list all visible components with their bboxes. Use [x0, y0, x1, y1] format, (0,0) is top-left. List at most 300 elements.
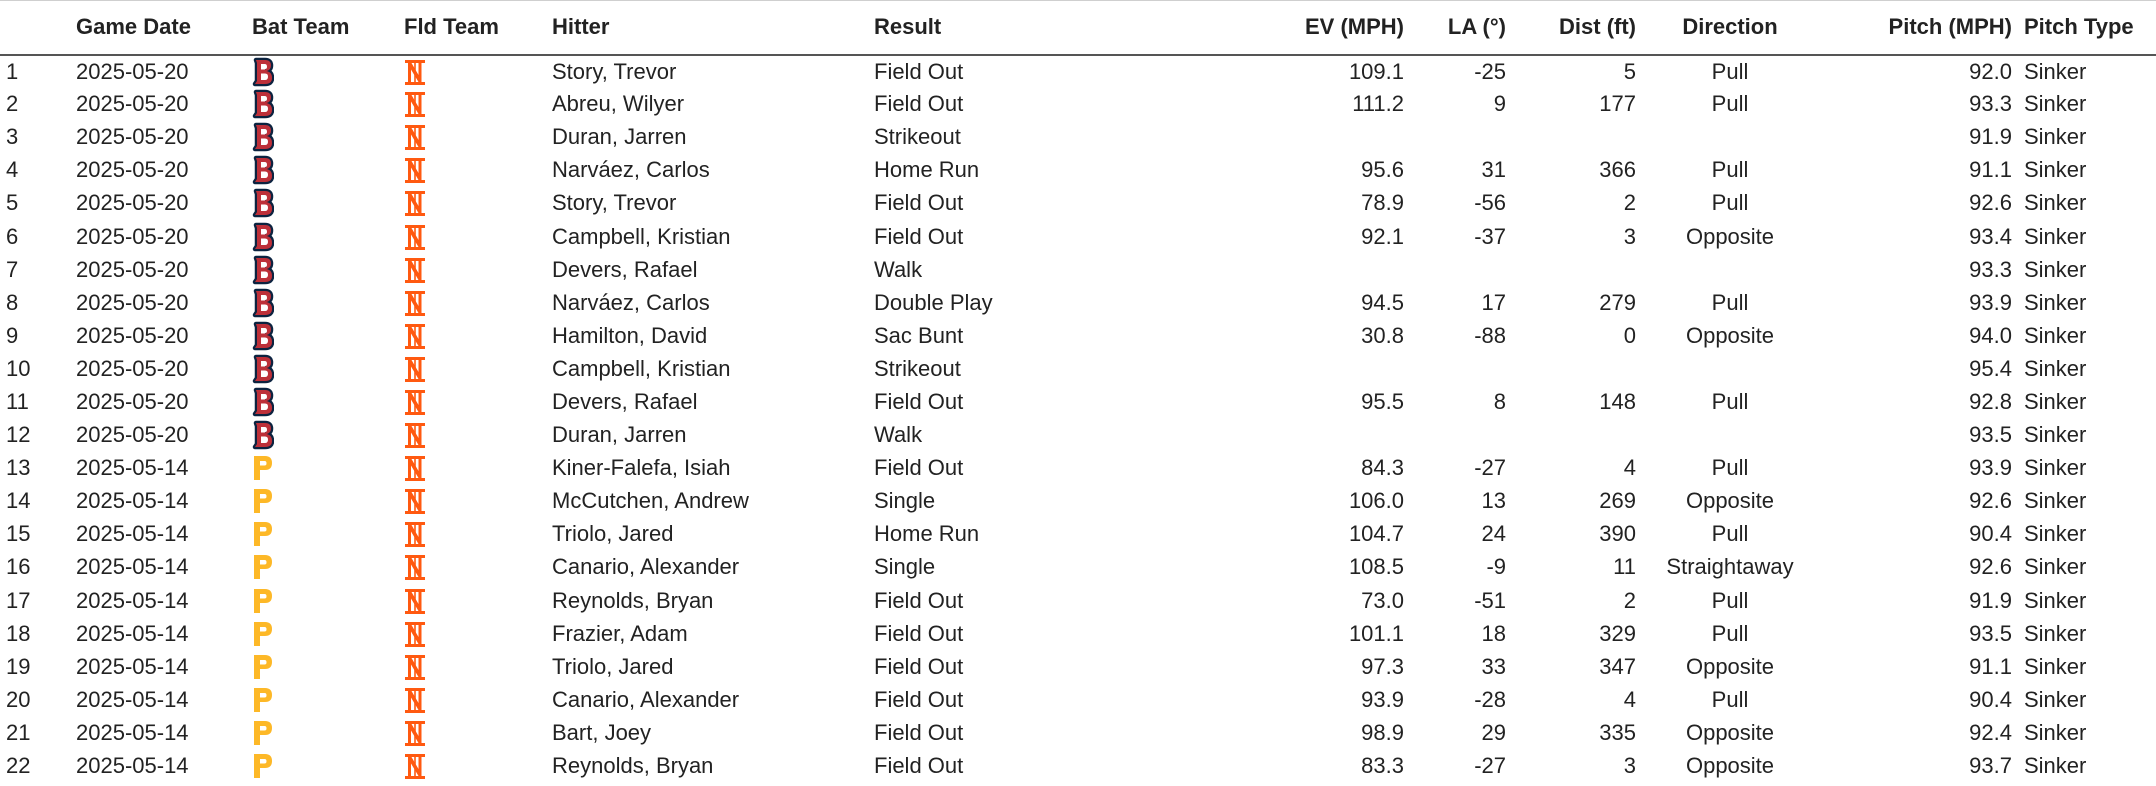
- pirates-logo: [252, 453, 274, 483]
- launch-angle-cell: -9: [1486, 554, 1506, 580]
- result-cell: Strikeout: [874, 355, 961, 381]
- table-row: [0, 121, 2156, 154]
- header-exit-velocity[interactable]: EV (MPH): [1108, 1, 1410, 55]
- row-index: 11: [6, 388, 29, 414]
- pitch-speed-cell: 92.6: [1969, 488, 2012, 514]
- game-date-cell: 2025-05-20: [76, 124, 189, 150]
- fld-team-cell: [398, 650, 546, 683]
- exit-velocity-cell: 97.3: [1361, 653, 1404, 679]
- launch-angle-cell: -27: [1474, 455, 1506, 481]
- table-row: [0, 683, 2156, 716]
- fld-team-cell: [398, 419, 546, 452]
- pitch-type-cell: Sinker: [2024, 554, 2087, 580]
- fld-team-cell: [398, 617, 546, 650]
- mets-logo: [404, 453, 426, 483]
- bat-team-cell: [246, 121, 398, 154]
- fld-team-cell: [398, 319, 546, 352]
- pitch-speed-cell: 92.4: [1969, 719, 2012, 745]
- pirates-logo: [252, 718, 274, 748]
- hitter-cell: Story, Trevor: [552, 58, 677, 84]
- direction-cell: [1642, 419, 1818, 452]
- pitch-type-cell: Sinker: [2024, 422, 2087, 448]
- fld-team-cell: [398, 584, 546, 617]
- pitch-speed-cell: 92.6: [1969, 554, 2012, 580]
- mets-logo: [404, 188, 426, 218]
- pitch-speed-cell: 91.1: [1969, 653, 2012, 679]
- direction-cell: [1642, 121, 1818, 154]
- game-date-cell: 2025-05-20: [76, 91, 189, 117]
- header-bat-team[interactable]: Bat Team: [246, 1, 398, 55]
- game-date-cell: 2025-05-20: [76, 388, 189, 414]
- pitch-speed-cell: 91.9: [1969, 587, 2012, 613]
- hitter-cell: Frazier, Adam: [552, 620, 688, 646]
- distance-cell: [1512, 419, 1642, 452]
- row-index: 12: [6, 422, 31, 448]
- exit-velocity-cell: 84.3: [1361, 455, 1404, 481]
- game-date-cell: 2025-05-14: [76, 554, 189, 580]
- pirates-logo: [252, 519, 274, 549]
- red-sox-logo: [252, 155, 274, 185]
- game-date-cell: 2025-05-14: [76, 620, 189, 646]
- game-date-cell: 2025-05-14: [76, 686, 189, 712]
- hitter-cell: Reynolds, Bryan: [552, 587, 714, 613]
- pitch-type-cell: Sinker: [2024, 91, 2087, 117]
- exit-velocity-cell: 95.6: [1361, 157, 1404, 183]
- table-row: [0, 154, 2156, 187]
- exit-velocity-cell: 98.9: [1361, 719, 1404, 745]
- result-cell: Field Out: [874, 190, 964, 216]
- game-date-cell: 2025-05-20: [76, 157, 189, 183]
- table-row: [0, 220, 2156, 253]
- hitter-cell: Duran, Jarren: [552, 422, 687, 448]
- pitch-speed-cell: 93.3: [1969, 256, 2012, 282]
- bat-team-cell: [246, 518, 398, 551]
- result-cell: Field Out: [874, 587, 964, 613]
- mets-logo: [404, 387, 426, 417]
- mets-logo: [404, 57, 426, 87]
- pitch-type-cell: Sinker: [2024, 455, 2087, 481]
- result-cell: Field Out: [874, 388, 964, 414]
- exit-velocity-cell: [1108, 253, 1410, 286]
- bat-team-cell: [246, 253, 398, 286]
- mets-logo: [404, 122, 426, 152]
- launch-angle-cell: -88: [1474, 322, 1506, 348]
- row-index: 18: [6, 620, 31, 646]
- direction-cell: [1642, 253, 1818, 286]
- exit-velocity-cell: [1108, 419, 1410, 452]
- launch-angle-cell: -56: [1474, 190, 1506, 216]
- direction-cell: Pull: [1711, 620, 1749, 646]
- row-index: 5: [6, 190, 19, 216]
- pitch-type-cell: Sinker: [2024, 58, 2087, 84]
- result-cell: Field Out: [874, 753, 964, 779]
- exit-velocity-cell: 104.7: [1348, 521, 1404, 547]
- result-cell: Walk: [874, 422, 923, 448]
- row-index: 14: [6, 488, 31, 514]
- distance-cell: 11: [1613, 554, 1636, 580]
- fld-team-cell: [398, 88, 546, 121]
- mets-logo: [404, 222, 426, 252]
- red-sox-logo: [252, 354, 274, 384]
- red-sox-logo: [252, 387, 274, 417]
- distance-cell: [1512, 121, 1642, 154]
- pitch-type-cell: Sinker: [2024, 157, 2087, 183]
- red-sox-logo: [252, 255, 274, 285]
- header-game-date[interactable]: Game Date: [70, 1, 246, 55]
- direction-cell: Pull: [1711, 521, 1749, 547]
- direction-cell: Pull: [1711, 455, 1749, 481]
- pitch-speed-cell: 93.7: [1969, 753, 2012, 779]
- fld-team-cell: [398, 518, 546, 551]
- exit-velocity-cell: 93.9: [1361, 686, 1404, 712]
- pitch-speed-cell: 91.1: [1969, 157, 2012, 183]
- fld-team-cell: [398, 716, 546, 749]
- red-sox-logo: [252, 122, 274, 152]
- game-date-cell: 2025-05-20: [76, 58, 189, 84]
- pitch-type-cell: Sinker: [2024, 190, 2087, 216]
- header-pitch-speed[interactable]: Pitch (MPH): [1818, 1, 2018, 55]
- mets-logo: [404, 255, 426, 285]
- pitch-speed-cell: 94.0: [1969, 322, 2012, 348]
- mets-logo: [404, 288, 426, 318]
- pitch-speed-cell: 91.9: [1969, 124, 2012, 150]
- launch-angle-cell: 8: [1493, 388, 1506, 414]
- exit-velocity-cell: 106.0: [1348, 488, 1404, 514]
- table-row: [0, 286, 2156, 319]
- mets-logo: [404, 354, 426, 384]
- table-row: [0, 88, 2156, 121]
- distance-cell: 329: [1599, 620, 1636, 646]
- launch-angle-cell: 33: [1481, 653, 1506, 679]
- direction-cell: Opposite: [1685, 488, 1775, 514]
- pitch-speed-cell: 93.9: [1969, 455, 2012, 481]
- game-date-cell: 2025-05-20: [76, 355, 189, 381]
- exit-velocity-cell: 30.8: [1361, 322, 1404, 348]
- mets-logo: [404, 685, 426, 715]
- result-cell: Field Out: [874, 719, 964, 745]
- row-index: 2: [6, 91, 19, 117]
- row-index: 10: [6, 355, 31, 381]
- pirates-logo: [252, 652, 274, 682]
- table-row: [0, 650, 2156, 683]
- launch-angle-cell: 17: [1481, 289, 1506, 315]
- fld-team-cell: [398, 187, 546, 220]
- header-fld-team[interactable]: Fld Team: [398, 1, 546, 55]
- exit-velocity-cell: 95.5: [1361, 388, 1404, 414]
- direction-cell: Pull: [1711, 686, 1749, 712]
- pitch-type-cell: Sinker: [2024, 488, 2087, 514]
- pitch-type-cell: Sinker: [2024, 355, 2087, 381]
- result-cell: Field Out: [874, 455, 964, 481]
- row-index: 17: [6, 587, 31, 613]
- red-sox-logo: [252, 57, 274, 87]
- table-row: [0, 352, 2156, 385]
- pitch-type-cell: Sinker: [2024, 223, 2087, 249]
- mets-logo: [404, 586, 426, 616]
- fld-team-cell: [398, 485, 546, 518]
- pitch-type-cell: Sinker: [2024, 587, 2087, 613]
- game-date-cell: 2025-05-14: [76, 455, 189, 481]
- fld-team-cell: [398, 683, 546, 716]
- pitch-speed-cell: 90.4: [1969, 521, 2012, 547]
- pitch-speed-cell: 95.4: [1969, 355, 2012, 381]
- exit-velocity-cell: 101.1: [1348, 620, 1404, 646]
- table-row: [0, 419, 2156, 452]
- direction-cell: Opposite: [1685, 223, 1775, 249]
- distance-cell: 2: [1623, 587, 1636, 613]
- exit-velocity-cell: 111.2: [1352, 91, 1404, 117]
- direction-cell: Opposite: [1685, 753, 1775, 779]
- result-cell: Home Run: [874, 521, 980, 547]
- fld-team-cell: [398, 452, 546, 485]
- launch-angle-cell: -37: [1474, 223, 1506, 249]
- bat-team-cell: [246, 716, 398, 749]
- pitch-type-cell: Sinker: [2024, 686, 2087, 712]
- direction-cell: Pull: [1711, 289, 1749, 315]
- fld-team-cell: [398, 352, 546, 385]
- mets-logo: [404, 552, 426, 582]
- mets-logo: [404, 420, 426, 450]
- game-date-cell: 2025-05-20: [76, 289, 189, 315]
- launch-angle-cell: 29: [1481, 719, 1506, 745]
- bat-team-cell: [246, 187, 398, 220]
- pitch-type-cell: Sinker: [2024, 653, 2087, 679]
- bat-team-cell: [246, 220, 398, 253]
- distance-cell: 5: [1623, 58, 1636, 84]
- row-index: 13: [6, 455, 31, 481]
- result-cell: Double Play: [874, 289, 993, 315]
- result-cell: Strikeout: [874, 124, 961, 150]
- pitch-type-cell: Sinker: [2024, 719, 2087, 745]
- distance-cell: 335: [1599, 719, 1636, 745]
- pirates-logo: [252, 552, 274, 582]
- row-index: 20: [6, 686, 31, 712]
- table-row: [0, 253, 2156, 286]
- bat-team-cell: [246, 749, 398, 782]
- launch-angle-cell: -28: [1474, 686, 1506, 712]
- row-index: 16: [6, 554, 31, 580]
- bat-team-cell: [246, 650, 398, 683]
- table-header-row: [0, 1, 2156, 55]
- launch-angle-cell: -25: [1474, 58, 1506, 84]
- pitch-speed-cell: 90.4: [1969, 686, 2012, 712]
- game-date-cell: 2025-05-20: [76, 322, 189, 348]
- row-index: 9: [6, 322, 19, 348]
- red-sox-logo: [252, 321, 274, 351]
- mets-logo: [404, 718, 426, 748]
- row-index: 19: [6, 653, 31, 679]
- bat-team-cell: [246, 286, 398, 319]
- fld-team-cell: [398, 121, 546, 154]
- pitch-speed-cell: 93.4: [1969, 223, 2012, 249]
- table-row: [0, 716, 2156, 749]
- pitch-speed-cell: 92.0: [1969, 58, 2012, 84]
- hitter-cell: Campbell, Kristian: [552, 223, 731, 249]
- distance-cell: 390: [1599, 521, 1636, 547]
- exit-velocity-cell: [1108, 121, 1410, 154]
- pirates-logo: [252, 685, 274, 715]
- launch-angle-cell: [1410, 419, 1512, 452]
- launch-angle-cell: [1410, 352, 1512, 385]
- pitch-type-cell: Sinker: [2024, 289, 2087, 315]
- game-date-cell: 2025-05-14: [76, 587, 189, 613]
- result-cell: Field Out: [874, 620, 964, 646]
- distance-cell: 3: [1623, 753, 1636, 779]
- table-row: [0, 617, 2156, 650]
- table-row: [0, 485, 2156, 518]
- exit-velocity-cell: 108.5: [1348, 554, 1404, 580]
- game-date-cell: 2025-05-14: [76, 488, 189, 514]
- exit-velocity-cell: 94.5: [1361, 289, 1404, 315]
- table-row: [0, 385, 2156, 418]
- table-body: [0, 55, 2156, 783]
- fld-team-cell: [398, 286, 546, 319]
- direction-cell: Opposite: [1685, 719, 1775, 745]
- game-date-cell: 2025-05-14: [76, 521, 189, 547]
- fld-team-cell: [398, 55, 546, 88]
- game-date-cell: 2025-05-20: [76, 190, 189, 216]
- table-row: [0, 319, 2156, 352]
- header-direction[interactable]: Direction: [1642, 1, 1818, 55]
- pitch-type-cell: Sinker: [2024, 388, 2087, 414]
- pitch-speed-cell: 92.8: [1969, 388, 2012, 414]
- red-sox-logo: [252, 288, 274, 318]
- direction-cell: Pull: [1711, 587, 1749, 613]
- fld-team-cell: [398, 551, 546, 584]
- red-sox-logo: [252, 89, 274, 119]
- result-cell: Field Out: [874, 223, 964, 249]
- table-row: [0, 749, 2156, 782]
- red-sox-logo: [252, 222, 274, 252]
- bat-team-cell: [246, 55, 398, 88]
- game-date-cell: 2025-05-14: [76, 719, 189, 745]
- header-launch-angle[interactable]: LA (°): [1410, 1, 1512, 55]
- hitter-cell: Reynolds, Bryan: [552, 753, 714, 779]
- result-cell: Walk: [874, 256, 923, 282]
- launch-angle-cell: -27: [1474, 753, 1506, 779]
- fld-team-cell: [398, 385, 546, 418]
- launch-angle-cell: 31: [1481, 157, 1506, 183]
- hitter-cell: Kiner-Falefa, Isiah: [552, 455, 731, 481]
- header-result[interactable]: Result: [868, 1, 1108, 55]
- mets-logo: [404, 751, 426, 781]
- table-row: [0, 551, 2156, 584]
- row-index: 6: [6, 223, 19, 249]
- direction-cell: Opposite: [1685, 653, 1775, 679]
- result-cell: Sac Bunt: [874, 322, 964, 348]
- bat-team-cell: [246, 154, 398, 187]
- bat-team-cell: [246, 319, 398, 352]
- bat-team-cell: [246, 617, 398, 650]
- direction-cell: [1642, 352, 1818, 385]
- hitter-cell: Devers, Rafael: [552, 256, 698, 282]
- direction-cell: Straightaway: [1666, 554, 1794, 580]
- bat-team-cell: [246, 419, 398, 452]
- hitter-cell: Duran, Jarren: [552, 124, 687, 150]
- red-sox-logo: [252, 188, 274, 218]
- result-cell: Field Out: [874, 58, 964, 84]
- row-index: 3: [6, 124, 19, 150]
- row-index: 4: [6, 157, 19, 183]
- distance-cell: 269: [1599, 488, 1636, 514]
- pitch-speed-cell: 93.5: [1969, 620, 2012, 646]
- game-date-cell: 2025-05-14: [76, 653, 189, 679]
- bat-team-cell: [246, 452, 398, 485]
- row-index: 15: [6, 521, 31, 547]
- launch-angle-cell: 18: [1481, 620, 1506, 646]
- game-date-cell: 2025-05-20: [76, 223, 189, 249]
- exit-velocity-cell: 92.1: [1361, 223, 1404, 249]
- direction-cell: Pull: [1711, 157, 1749, 183]
- pitch-speed-cell: 93.9: [1969, 289, 2012, 315]
- launch-angle-cell: 9: [1493, 91, 1506, 117]
- direction-cell: Pull: [1711, 58, 1749, 84]
- pitch-speed-cell: 93.3: [1969, 91, 2012, 117]
- header-distance[interactable]: Dist (ft): [1512, 1, 1642, 55]
- launch-angle-cell: 24: [1481, 521, 1506, 547]
- distance-cell: 2: [1623, 190, 1636, 216]
- mets-logo: [404, 486, 426, 516]
- exit-velocity-cell: [1108, 352, 1410, 385]
- row-index: 21: [6, 719, 31, 745]
- table-row: [0, 584, 2156, 617]
- distance-cell: 4: [1623, 686, 1636, 712]
- hitter-cell: Abreu, Wilyer: [552, 91, 685, 117]
- distance-cell: [1512, 352, 1642, 385]
- exit-velocity-cell: 73.0: [1361, 587, 1404, 613]
- bat-team-cell: [246, 385, 398, 418]
- red-sox-logo: [252, 420, 274, 450]
- distance-cell: [1512, 253, 1642, 286]
- distance-cell: 0: [1623, 322, 1636, 348]
- pitch-type-cell: Sinker: [2024, 620, 2087, 646]
- fld-team-cell: [398, 220, 546, 253]
- table-row: [0, 187, 2156, 220]
- distance-cell: 177: [1599, 91, 1636, 117]
- mets-logo: [404, 652, 426, 682]
- exit-velocity-cell: 83.3: [1361, 753, 1404, 779]
- row-index: 1: [6, 58, 19, 84]
- direction-cell: Pull: [1711, 388, 1749, 414]
- mets-logo: [404, 619, 426, 649]
- row-index: 7: [6, 256, 19, 282]
- header-pitch-type[interactable]: Pitch Type: [2018, 1, 2156, 55]
- bat-team-cell: [246, 485, 398, 518]
- launch-angle-cell: [1410, 253, 1512, 286]
- pitch-type-cell: Sinker: [2024, 256, 2087, 282]
- table-row: [0, 452, 2156, 485]
- fld-team-cell: [398, 749, 546, 782]
- game-date-cell: 2025-05-20: [76, 256, 189, 282]
- result-cell: Single: [874, 488, 936, 514]
- hitter-cell: Canario, Alexander: [552, 686, 740, 712]
- pirates-logo: [252, 619, 274, 649]
- hitter-cell: Bart, Joey: [552, 719, 652, 745]
- hitter-cell: Hamilton, David: [552, 322, 708, 348]
- result-cell: Single: [874, 554, 936, 580]
- hitter-cell: Campbell, Kristian: [552, 355, 731, 381]
- hitter-cell: McCutchen, Andrew: [552, 488, 749, 514]
- header-hitter[interactable]: Hitter: [546, 1, 868, 55]
- distance-cell: 4: [1623, 455, 1636, 481]
- hitter-cell: Triolo, Jared: [552, 653, 674, 679]
- table-row: [0, 518, 2156, 551]
- mets-logo: [404, 519, 426, 549]
- row-index: 22: [6, 753, 31, 779]
- row-index: 8: [6, 289, 19, 315]
- result-cell: Home Run: [874, 157, 980, 183]
- game-date-cell: 2025-05-14: [76, 753, 189, 779]
